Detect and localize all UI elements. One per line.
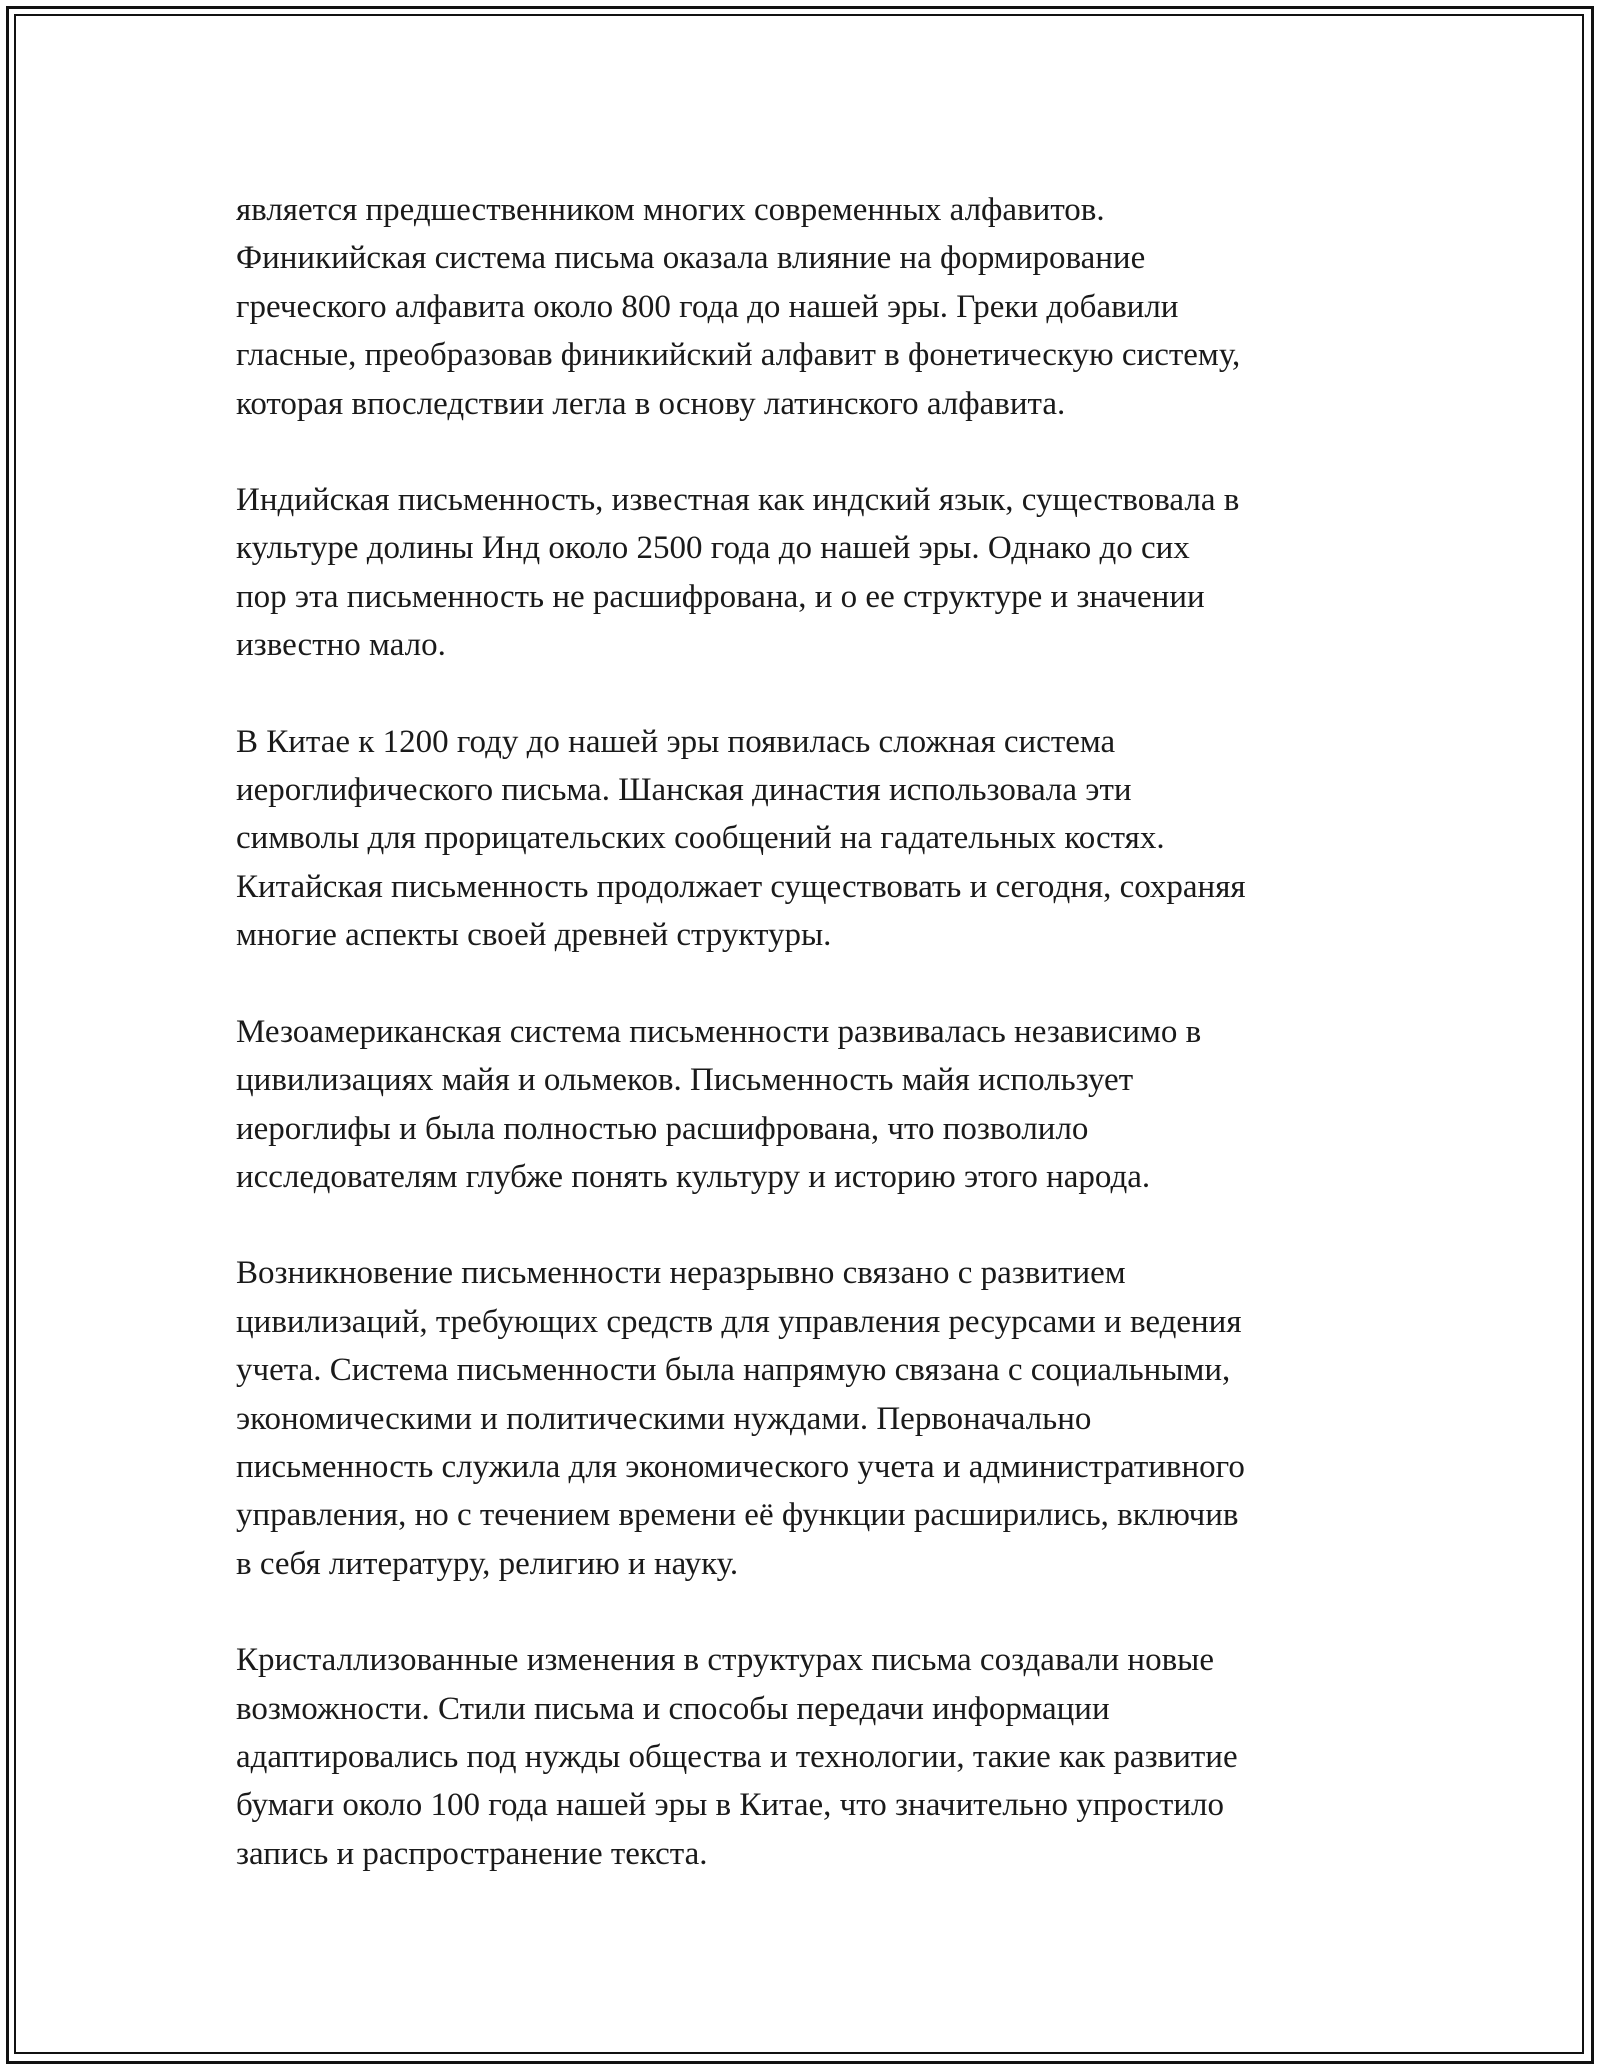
paragraph-mesoamerican-script: Мезоамериканская система письменности развивалась независимо в цивилизациях майя и ольмеков. Письменность майя использует иероглифы и была полностью расшифрована, что позволило исследователям глубже понять культуру и историю этого народа. — [236, 1013, 1202, 1195]
paragraph-chinese-script: В Китае к 1200 году до нашей эры появилась сложная система иероглифического письма. Шанская династия использовала эти символы для прорицательских сообщений на гадательных костях. Китайская письменность продолжает существовать и сегодня, сохраняя многие аспекты своей древней структуры. — [236, 723, 1246, 954]
document-body — [236, 186, 1366, 1926]
paragraph-writing-and-civilization: Возникновение письменности неразрывно связано с развитием цивилизаций, требующих средств для управления ресурсами и ведения учета. Система письменности была напрямую связана с социальными, экономическими и политическими нуждами. Первоначально письменность служила для экономического учета и административного управления, но с течением времени её функции расширились, включив в себя литературу, религию и науку. — [236, 1255, 1245, 1582]
paragraph-writing-changes: Кристаллизованные изменения в структурах письма создавали новые возможности. Стили письма и способы передачи информации адаптировались под нужды общества и технологии, такие как развитие бумаги около 100 года нашей эры в Китае, что значительно упростило запись и распространение текста. — [236, 1642, 1238, 1872]
paragraph-indus-script: Индийская письменность, известная как индский язык, существовала в культуре долины Инд около 2500 года до нашей эры. Однако до сих пор эта письменность не расшифрована, и о ее структуре и значении известно мало. — [236, 482, 1240, 664]
paragraph-phoenician-greek: является предшественником многих современных алфавитов. Финикийская система письма оказала влияние на формирование греческого алфавита около 800 года до нашей эры. Греки добавили гласные, преобразовав финикийский алфавит в фонетическую систему, которая впоследствии легла в основу латинского алфавита. — [236, 192, 1241, 422]
